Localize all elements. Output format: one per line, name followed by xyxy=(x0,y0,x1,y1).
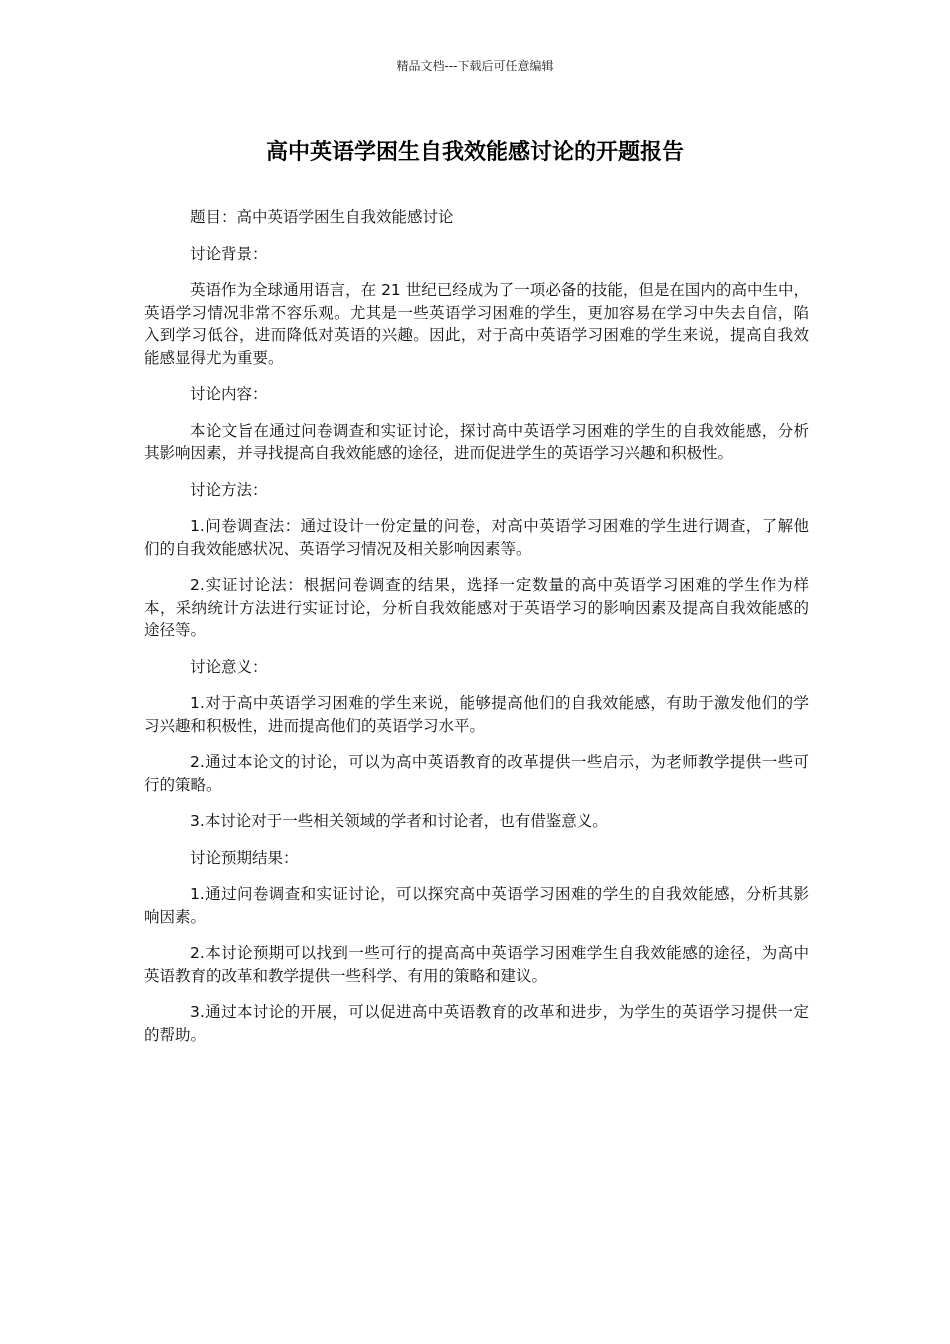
topic-line: 题目：高中英语学困生自我效能感讨论 xyxy=(190,208,454,226)
content-paragraph: 本论文旨在通过问卷调查和实证讨论，探讨高中英语学习困难的学生的自我效能感，分析其影响因素，并寻找提高自我效能感的途径，进而促进学生的英语学习兴趣和积极性。 xyxy=(144,421,809,462)
background-paragraph: 英语作为全球通用语言，在 21 世纪已经成为了一项必备的技能，但是在国内的高中生中，英语学习情况非常不容乐观。尤其是一些英语学习困难的学生，更加容易在学习中失去自信，陷入到学习低谷，进而降低对英语的兴趣。因此，对于高中英语学习困难的学生来说，提高自我效能感显得尤为重要。 xyxy=(144,281,809,367)
document-title: 高中英语学困生自我效能感讨论的开题报告 xyxy=(265,140,684,165)
section-heading-significance: 讨论意义： xyxy=(190,657,268,676)
significance-item-2: 2.通过本论文的讨论，可以为高中英语教育的改革提供一些启示，为老师教学提供一些可行的策略。 xyxy=(144,753,809,794)
method-item-1: 1.问卷调查法：通过设计一份定量的问卷，对高中英语学习困难的学生进行调查，了解他们的自我效能感状况、英语学习情况及相关影响因素等。 xyxy=(144,517,809,558)
expected-result-item-1: 1.通过问卷调查和实证讨论，可以探究高中英语学习困难的学生的自我效能感，分析其影响因素。 xyxy=(144,885,809,926)
section-heading-method: 讨论方法： xyxy=(190,480,268,499)
page-header: 精品文档---下载后可任意编辑 xyxy=(396,59,554,73)
section-heading-content: 讨论内容： xyxy=(190,385,268,403)
method-item-2: 2.实证讨论法：根据问卷调查的结果，选择一定数量的高中英语学习困难的学生作为样本，采纳统计方法进行实证讨论，分析自我效能感对于英语学习的影响因素及提高自我效能感的途径等。 xyxy=(144,576,809,639)
expected-result-item-3: 3.通过本讨论的开展，可以促进高中英语教育的改革和进步，为学生的英语学习提供一定的帮助。 xyxy=(144,1003,809,1044)
expected-result-item-2: 2.本讨论预期可以找到一些可行的提高高中英语学习困难学生自我效能感的途径，为高中英语教育的改革和教学提供一些科学、有用的策略和建议。 xyxy=(144,944,809,985)
significance-item-1: 1.对于高中英语学习困难的学生来说，能够提高他们的自我效能感，有助于激发他们的学习兴趣和积极性，进而提高他们的英语学习水平。 xyxy=(144,694,809,735)
significance-item-3: 3.本讨论对于一些相关领域的学者和讨论者，也有借鉴意义。 xyxy=(190,812,608,830)
section-heading-expected-results: 讨论预期结果： xyxy=(190,848,299,867)
document-body xyxy=(144,206,809,1060)
section-heading-background: 讨论背景： xyxy=(190,244,268,263)
